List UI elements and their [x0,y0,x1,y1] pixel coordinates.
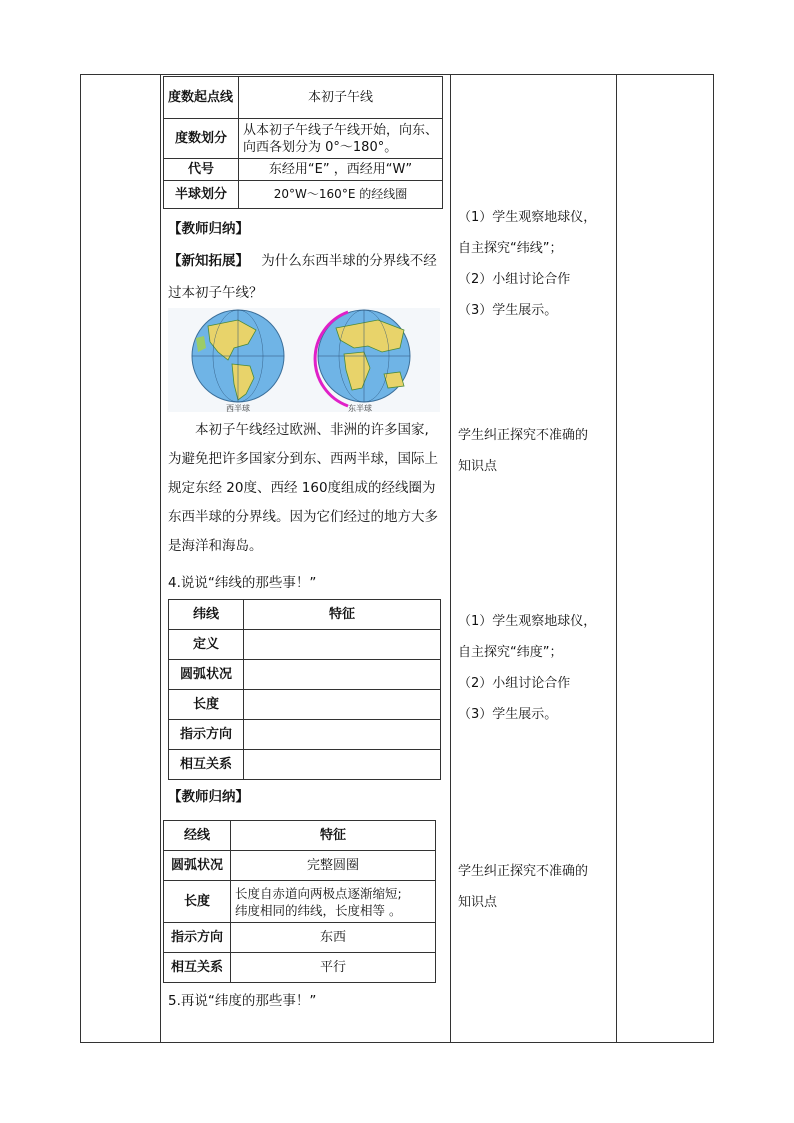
row-label-start-line: 度数起点线 [164,77,239,119]
question-text-2: 过本初子午线？ [168,285,263,301]
row-relation: 相互关系 [169,750,244,780]
student-correction-2 [458,856,588,918]
east-hemisphere-label: 东半球 [348,404,372,412]
row-arc-shape: 圆弧状况 [164,851,231,881]
question-text-1: 为什么东西半球的分界线不经 [261,253,437,269]
empty-cell [244,720,441,750]
activity-line: （3）学生展示。 [458,707,558,722]
activity-line: 自主探究“纬线”； [458,241,563,256]
new-knowledge-question [168,252,437,270]
correction-line: 知识点 [458,895,498,910]
column-divider [450,75,451,1042]
explanation-line-2: 为避免把许多国家分到东、西两半球，国际上 [168,451,438,467]
activity-line: 自主探究“纬度”； [458,645,563,660]
explanation-paragraph [168,416,444,561]
header-latitude: 纬线 [169,600,244,630]
row-value-start-line: 本初子午线 [239,77,443,119]
explanation-line-5: 是海洋和海岛。 [168,538,263,554]
row-arc-shape: 圆弧状况 [169,660,244,690]
eastern-hemisphere [318,310,410,402]
column-divider [616,75,617,1042]
header-feature: 特征 [231,821,436,851]
correction-line: 知识点 [458,459,498,474]
value-arc-shape: 完整圆圈 [231,851,436,881]
meridian-table [163,76,443,209]
activity-line: （1）学生观察地球仪， [458,614,597,629]
teacher-summary-heading: 【教师归纳】 [168,221,249,237]
column-divider [160,75,161,1042]
correction-line: 学生纠正探究不准确的 [458,864,589,879]
student-activities-2 [458,606,596,730]
header-feature: 特征 [244,600,441,630]
summary-table [163,820,436,983]
row-definition: 定义 [169,630,244,660]
activity-line: （1）学生观察地球仪， [458,210,597,225]
row-value-division: 从本初子午线子午线开始，向东、向西各划分为 0°～180°。 [239,119,443,159]
activity-line: （2）小组讨论合作 [458,272,571,287]
row-label-hemisphere: 半球划分 [164,181,239,209]
row-value-code: 东经用“E” ，西经用“W” [239,159,443,181]
value-length [231,881,436,923]
student-correction-1 [458,420,588,482]
row-length: 长度 [169,690,244,720]
empty-cell [244,660,441,690]
value-direction: 东西 [231,923,436,953]
correction-line: 学生纠正探究不准确的 [458,428,589,443]
student-activities-1 [458,202,596,326]
empty-cell [244,690,441,720]
header-longitude: 经线 [164,821,231,851]
explanation-line-4: 东西半球的分界线。因为它们经过的地方大多 [168,509,438,525]
row-relation: 相互关系 [164,953,231,983]
activity-line: （2）小组讨论合作 [458,676,571,691]
explanation-line-3: 规定东经 20度、西经 160度组成的经线圈为 [168,480,436,496]
value-length-line-1: 长度自赤道向两极点逐渐缩短; [235,885,402,901]
new-knowledge-label: 【新知拓展】 [168,253,249,269]
explanation-line-1: 本初子午线经过欧洲、非洲的许多国家, [195,422,429,438]
section-5-title: 5.再说“纬度的那些事！” [168,993,317,1009]
teacher-summary-heading-2: 【教师归纳】 [168,789,249,805]
empty-cell [244,750,441,780]
value-relation: 平行 [231,953,436,983]
row-value-hemisphere: 20°W～160°E 的经线圈 [239,181,443,209]
row-direction: 指示方向 [164,923,231,953]
latitude-table [168,599,441,780]
empty-cell [244,630,441,660]
activity-line: （3）学生展示。 [458,303,558,318]
west-hemisphere-label: 西半球 [226,404,250,412]
row-label-code: 代号 [164,159,239,181]
value-length-line-2: 纬度相同的纬线，长度相等 。 [235,902,402,918]
hemispheres-map [168,308,440,412]
row-direction: 指示方向 [169,720,244,750]
section-4-title: 4.说说“纬线的那些事！” [168,575,317,591]
row-length: 长度 [164,881,231,923]
western-hemisphere [192,310,284,402]
row-label-division: 度数划分 [164,119,239,159]
